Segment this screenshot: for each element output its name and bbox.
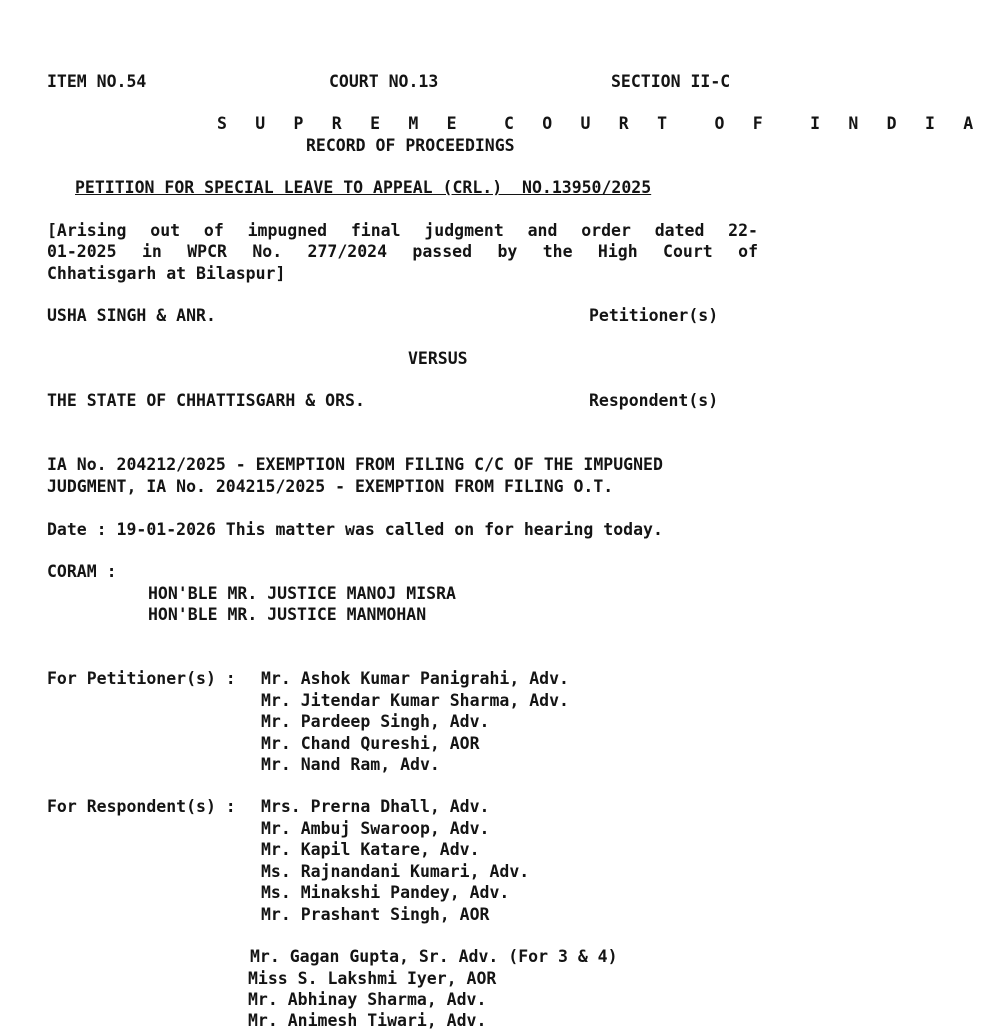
court-number: COURT NO.13 [329, 72, 439, 91]
petitioner-name: USHA SINGH & ANR. [47, 306, 216, 325]
judge-name: HON'BLE MR. JUSTICE MANOJ MISRA [148, 584, 456, 603]
petitioner-advocate: Mr. Pardeep Singh, Adv. [261, 712, 490, 731]
respondent-label: Respondent(s) [589, 391, 719, 410]
petitioner-label: Petitioner(s) [589, 306, 719, 325]
for-respondent-label: For Respondent(s) : [47, 797, 236, 816]
respondent-advocate: Mr. Ambuj Swaroop, Adv. [261, 819, 490, 838]
respondent-advocate: Mr. Prashant Singh, AOR [261, 905, 490, 924]
ia-line-2: JUDGMENT, IA No. 204215/2025 - EXEMPTION FROM FILING O.T. [47, 477, 614, 496]
ia-line-1: IA No. 204212/2025 - EXEMPTION FROM FILING C/C OF THE IMPUGNED [47, 455, 663, 474]
respondent-advocate: Ms. Minakshi Pandey, Adv. [261, 883, 510, 902]
respondent-advocate: Mrs. Prerna Dhall, Adv. [261, 797, 490, 816]
petition-title: PETITION FOR SPECIAL LEAVE TO APPEAL (CRL.) NO.13950/2025 [75, 178, 652, 197]
versus-label: VERSUS [408, 349, 468, 368]
petitioner-advocate: Mr. Ashok Kumar Panigrahi, Adv. [261, 669, 569, 688]
item-number: ITEM NO.54 [47, 72, 147, 91]
judge-name: HON'BLE MR. JUSTICE MANMOHAN [148, 605, 427, 624]
arising-line-3: Chhatisgarh at Bilaspur] [47, 264, 286, 283]
arising-line-1: [Arising out of impugned final judgment and order dated 22- [47, 221, 758, 240]
respondent-name: THE STATE OF CHHATTISGARH & ORS. [47, 391, 365, 410]
petitioner-advocate: Mr. Nand Ram, Adv. [261, 755, 440, 774]
court-name: S U P R E M E C O U R T O F I N D I A [217, 114, 982, 133]
section-label: SECTION II-C [611, 72, 731, 91]
petitioner-advocate: Mr. Jitendar Kumar Sharma, Adv. [261, 691, 569, 710]
respondent-advocate: Mr. Gagan Gupta, Sr. Adv. (For 3 & 4) [250, 947, 618, 966]
record-title: RECORD OF PROCEEDINGS [306, 136, 515, 155]
petitioner-advocate: Mr. Chand Qureshi, AOR [261, 734, 480, 753]
hearing-date-line: Date : 19-01-2026 This matter was called on for hearing today. [47, 520, 663, 539]
respondent-advocate: Mr. Kapil Katare, Adv. [261, 840, 480, 859]
respondent-advocate: Miss S. Lakshmi Iyer, AOR [248, 969, 497, 988]
coram-label: CORAM : [47, 562, 117, 581]
arising-line-2: 01-2025 in WPCR No. 277/2024 passed by the High Court of [47, 242, 758, 261]
respondent-advocate: Ms. Rajnandani Kumari, Adv. [261, 862, 530, 881]
respondent-advocate: Mr. Animesh Tiwari, Adv. [248, 1011, 487, 1030]
for-petitioner-label: For Petitioner(s) : [47, 669, 236, 688]
respondent-advocate: Mr. Abhinay Sharma, Adv. [248, 990, 487, 1009]
